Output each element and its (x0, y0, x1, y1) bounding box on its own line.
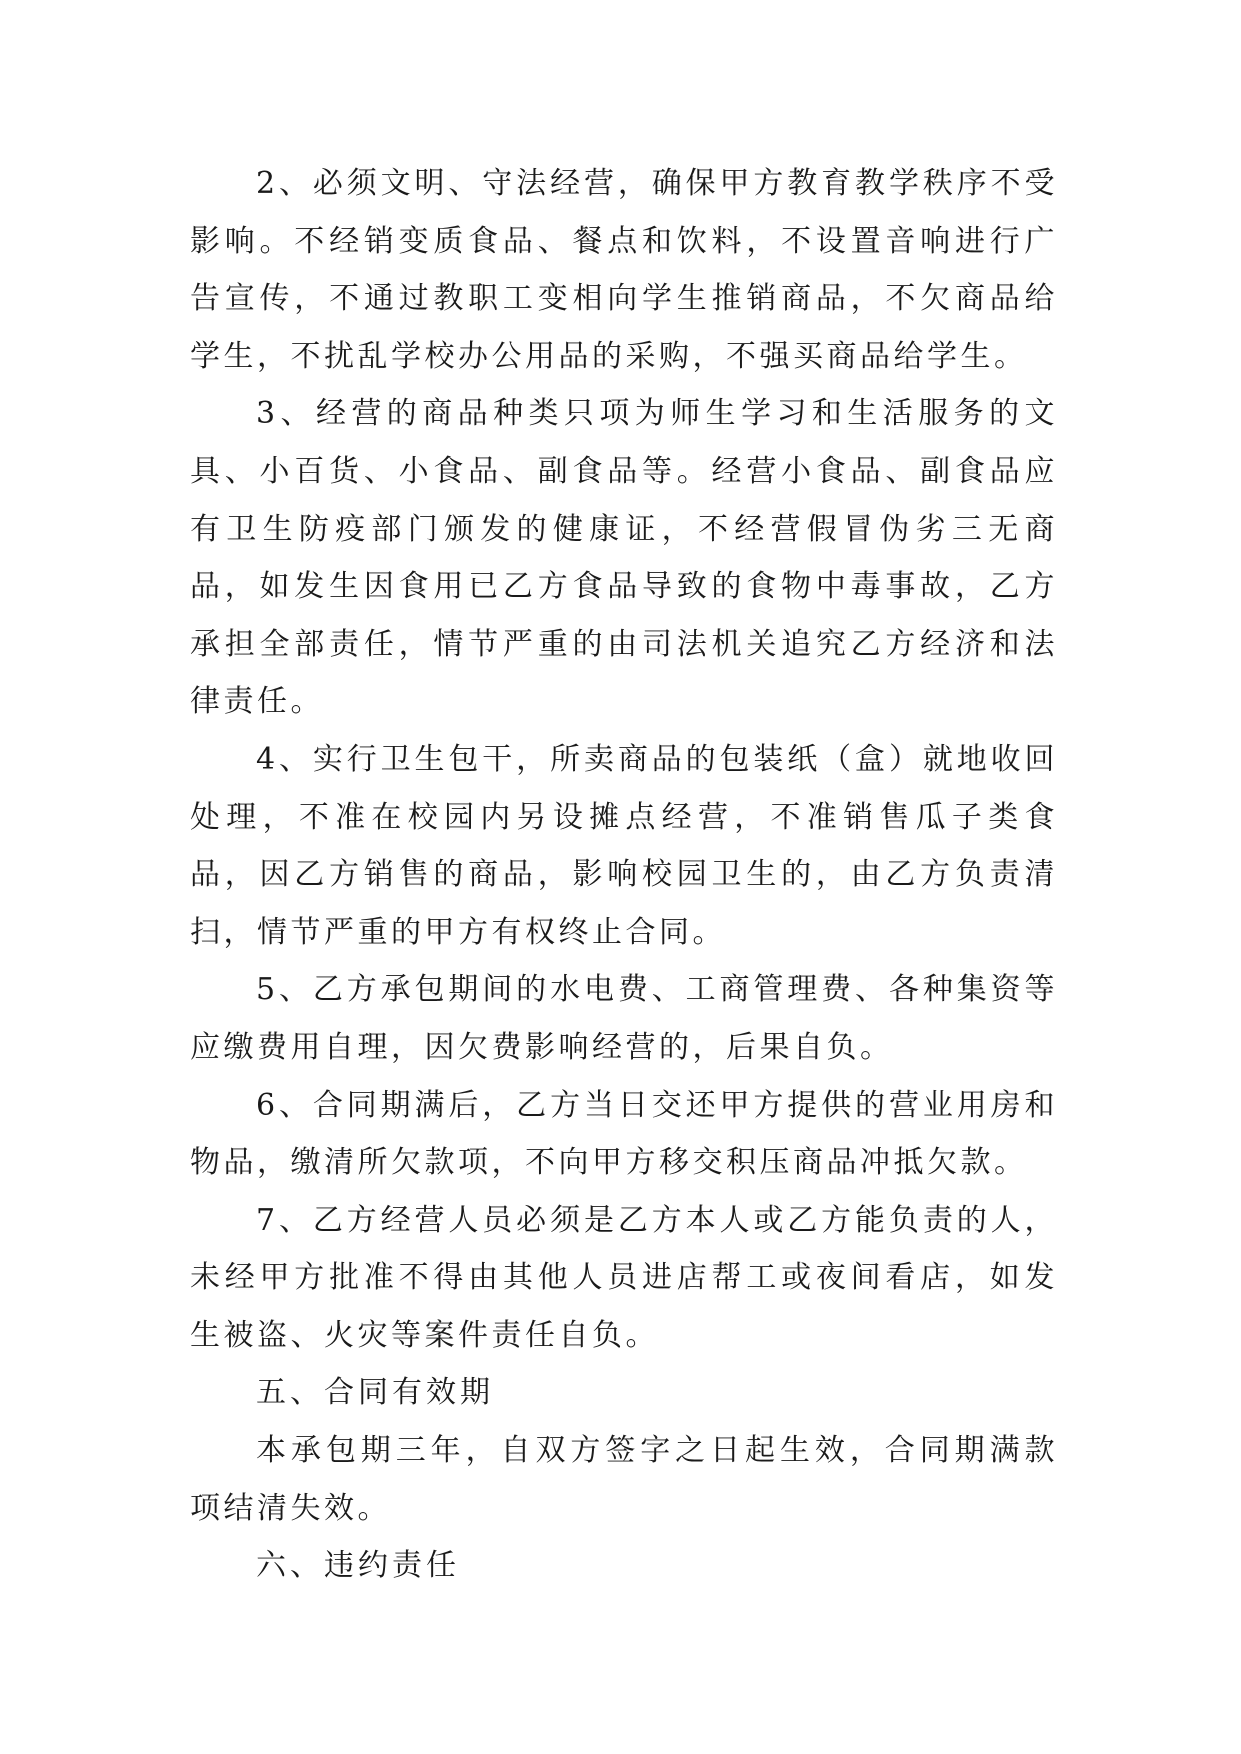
section-6-heading: 六、违约责任 (256, 1548, 460, 1584)
clause-6-paragraph: 6、合同期满后，乙方当日交还甲方提供的营业用房和物品，缴清所欠款项，不向甲方移交积压商品冲抵欠款。 (190, 1087, 1058, 1181)
validity-paragraph: 本承包期三年，自双方签字之日起生效，合同期满款项结清失效。 (190, 1433, 1058, 1526)
clause-4-paragraph: 4、实行卫生包干，所卖商品的包装纸（盒）就地收回处理，不准在校园内另设摊点经营，不准销售瓜子类食品，因乙方销售的商品，影响校园卫生的，由乙方负责清扫，情节严重的甲方有权终止合同。 (190, 741, 1058, 950)
clause-5-paragraph: 5、乙方承包期间的水电费、工商管理费、各种集资等应缴费用自理，因欠费影响经营的，后果自负。 (190, 972, 1058, 1065)
clause-3-paragraph: 3、经营的商品种类只项为师生学习和生活服务的文具、小百货、小食品、副食品等。经营小食品、副食品应有卫生防疫部门颁发的健康证，不经营假冒伪劣三无商品，如发生因食用已乙方食品导致的食物中毒事故，乙方承担全部责任，情节严重的由司法机关追究乙方经济和法律责任。 (190, 396, 1058, 720)
clause-7-paragraph: 7、乙方经营人员必须是乙方本人或乙方能负责的人，未经甲方批准不得由其他人员进店帮工或夜间看店，如发生被盗、火灾等案件责任自负。 (190, 1202, 1058, 1353)
clause-2-paragraph: 2、必须文明、守法经营，确保甲方教育教学秩序不受影响。不经销变质食品、餐点和饮料，不设置音响进行广告宣传，不通过教职工变相向学生推销商品，不欠商品给学生，不扰乱学校办公用品的采购，不强买商品给学生。 (190, 166, 1058, 374)
document-body (190, 155, 1058, 1595)
section-5-heading: 五、合同有效期 (256, 1375, 494, 1411)
